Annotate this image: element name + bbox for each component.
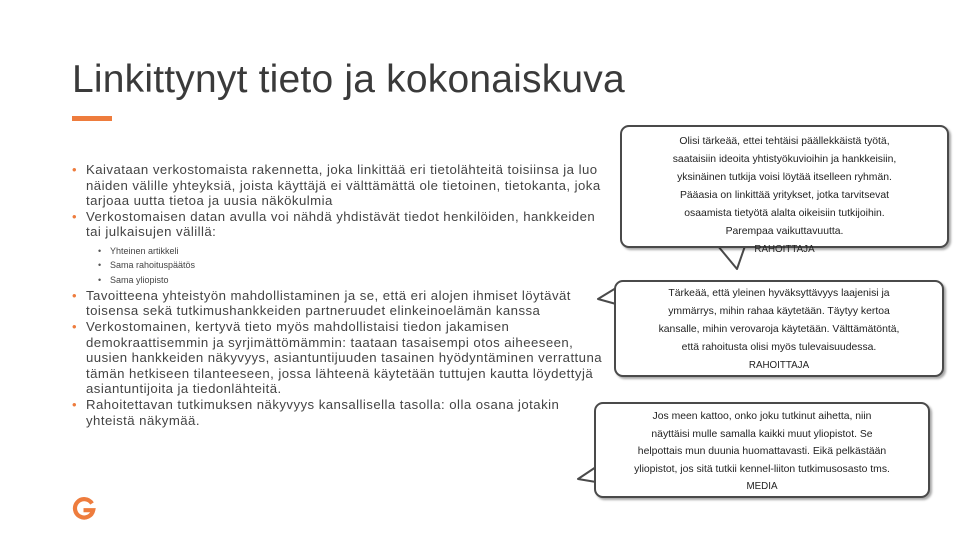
quote-line: helpottais mun duunia huomattavasti. Eikä pelkästään [637, 446, 887, 457]
quote-line: saataisiin ideoita yhtistyökuvioihin ja hankkeisiin, [672, 154, 897, 165]
bullet-icon: • [72, 162, 78, 177]
sub-bullet-item: • Yhteinen artikkeli [98, 244, 610, 258]
quote-bubble [594, 402, 930, 498]
quote-line: osaamista tietyötä alalta oikeisiin tutkijoihin. [684, 208, 885, 219]
quote-line: Jos meen kattoo, onko joku tutkinut aihetta, niin [652, 411, 872, 422]
quote-line: Pääasia on linkittää yritykset, jotka tarvitsevat [679, 190, 890, 201]
quote-line: Olisi tärkeää, ettei tehtäisi päällekkäistä työtä, [679, 136, 890, 147]
quote-line: yksinäinen tutkija voisi löytää itselleen ryhmän. [677, 172, 892, 183]
g-logo-icon [70, 497, 97, 520]
quote-line: yliopistot, jos sitä tutkii kennel-liiton tutkimusosasto tms. [634, 463, 890, 475]
quote-bubble [614, 280, 944, 377]
bullet-icon: • [72, 397, 78, 413]
bullet-list [72, 162, 610, 428]
quote-bubble [620, 125, 949, 255]
bullet-icon: • [72, 319, 78, 335]
title-accent-bar [72, 116, 112, 121]
bullet-item: • Kaivataan verkostomaista rakennetta, joka linkittää eri tietolähteitä toisiinsa ja luo näiden välille yhteyksiä, joista käyttäjä ei välttämättä ole tietoinen, tietokanta, joka tarjoaa uutta tietoa ja uusia näkökulmia [72, 162, 601, 209]
sub-bullet-list [98, 244, 610, 287]
quote-line: Parempaa vaikuttavuutta. [725, 226, 844, 237]
bullet-item: • Verkostomaisen datan avulla voi nähdä yhdistävät tiedot henkilöiden, hankkeiden tai julkaisujen välillä: [72, 208, 596, 240]
sub-bullet-item: • Sama rahoituspäätös [98, 258, 610, 272]
bullet-item: • Tavoitteena yhteistyön mahdollistaminen ja se, että eri alojen ihmiset löytävät toisensa sekä tutkimushankkeiden partneruudet elinkeinoelämän kanssa [72, 287, 571, 319]
quote-author: RAHOITTAJA [748, 360, 810, 371]
slide-title: Linkittynyt tieto ja kokonaiskuva [72, 58, 625, 101]
sub-bullet-item: • Sama yliopisto [98, 273, 610, 287]
quote-line: kansalle, mihin verovaroja käytetään. Välttämätöntä, [658, 324, 900, 335]
bullet-item: • Verkostomainen, kertyvä tieto myös mahdollistaisi tiedon jakamisen demokraattisemmin ja syrjimättömämmin: taataan tasaisempi otos aiheeseen, uusien hankkeiden näkyvyys, asiantuntijuuden tasainen hyödyntäminen verrattuna tämän hetkiseen tilanteeseen, jossa lähteenä käytetään tuttujen kautta löydettyjä asiantuntijoita ja tiedonlähteitä. [72, 319, 603, 397]
quote-line: ymmärrys, mihin rahaa käytetään. Täytyy kertoa [668, 306, 890, 317]
bullet-icon: • [72, 287, 78, 303]
quote-line: Tärkeää, että yleinen hyväksyttävyys laajenisi ja [668, 288, 890, 299]
quote-line: näyttäisi mulle samalla kaikki muut yliopistot. Se [651, 428, 873, 440]
bullet-item: • Rahoitettavan tutkimuksen näkyvyys kansallisella tasolla: olla osana jotakin yhteistä näkymää. [72, 397, 560, 428]
quote-author: RAHOITTAJA [754, 244, 815, 255]
quote-line: että rahoitusta olisi myös tulevaisuudessa. [681, 342, 877, 353]
quote-author: MEDIA [746, 481, 778, 492]
bullet-icon: • [72, 208, 78, 224]
